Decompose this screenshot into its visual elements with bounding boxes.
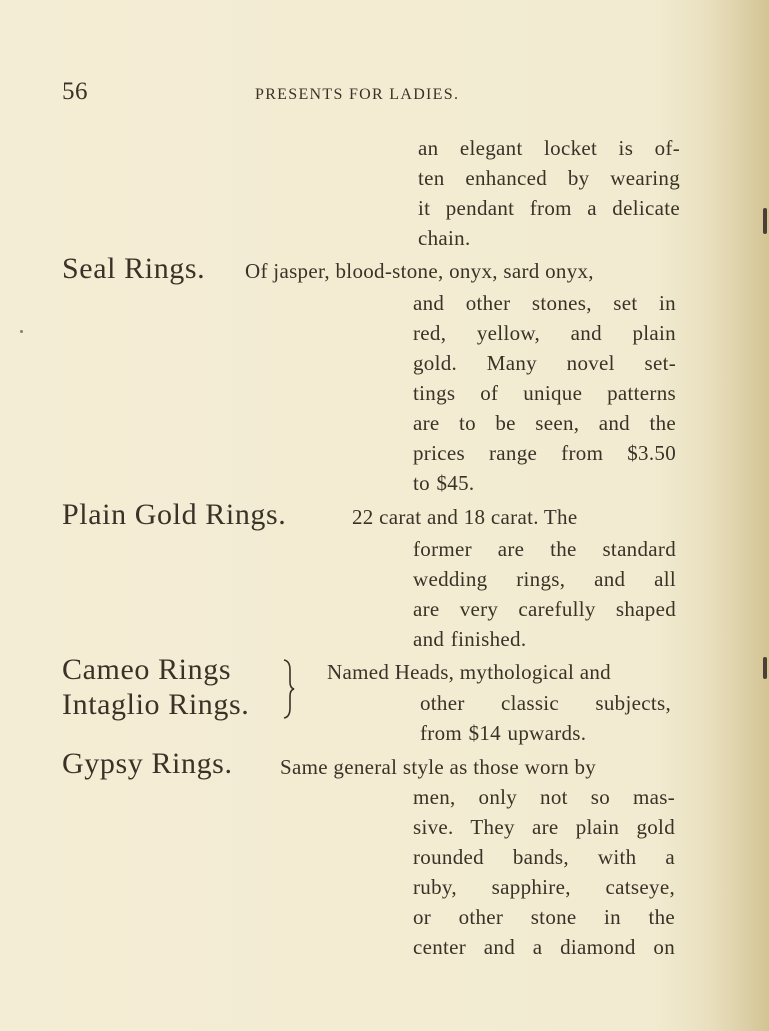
text-line: and other stones, set in: [413, 291, 676, 315]
running-title: PRESENTS FOR LADIES.: [255, 86, 460, 103]
text-line: prices range from $3.50: [413, 441, 676, 465]
text-line: sive. They are plain gold: [413, 815, 675, 839]
text-line: gold. Many novel set-: [413, 351, 676, 375]
entry-heading-cameo-rings: Cameo Rings: [62, 653, 232, 686]
text-line: to $45.: [413, 471, 475, 495]
binding-shadow: [763, 657, 767, 679]
text-line: chain.: [418, 226, 471, 250]
text-line: red, yellow, and plain: [413, 321, 676, 345]
entry-lead-seal-rings: Of jasper, blood-stone, onyx, sard onyx,: [245, 259, 594, 283]
continuation-text: [418, 133, 680, 253]
page-number: 56: [62, 78, 88, 105]
text-line: and finished.: [413, 627, 527, 651]
text-line: ruby, sapphire, catseye,: [413, 875, 675, 899]
entry-heading-seal-rings: Seal Rings.: [62, 252, 206, 285]
text-line: from $14 upwards.: [420, 721, 587, 745]
text-line: tings of unique patterns: [413, 381, 676, 405]
entry-body-cameo-rings: [420, 688, 671, 748]
entry-lead-plain-gold-rings: 22 carat and 18 carat. The: [352, 505, 578, 529]
text-line: it pendant from a delicate: [418, 196, 680, 220]
text-line: wedding rings, and all: [413, 567, 676, 591]
grouping-brace: [282, 658, 296, 720]
entry-body-plain-gold-rings: [413, 534, 676, 654]
entry-lead-gypsy-rings: Same general style as those worn by: [280, 755, 597, 779]
text-line: former are the standard: [413, 537, 676, 561]
entry-lead-cameo-rings: Named Heads, mythological and: [327, 660, 611, 684]
text-line: an elegant locket is of-: [418, 136, 680, 160]
text-line: men, only not so mas-: [413, 785, 675, 809]
entry-heading-intaglio-rings: Intaglio Rings.: [62, 688, 250, 721]
text-line: rounded bands, with a: [413, 845, 675, 869]
entry-heading-plain-gold-rings: Plain Gold Rings.: [62, 498, 287, 531]
binding-shadow: [763, 208, 767, 234]
text-line: or other stone in the: [413, 905, 675, 929]
text-line: center and a diamond on: [413, 935, 675, 959]
entry-body-seal-rings: [413, 288, 676, 498]
entry-body-gypsy-rings: [413, 782, 675, 962]
entry-heading-gypsy-rings: Gypsy Rings.: [62, 747, 233, 780]
text-line: other classic subjects,: [420, 691, 671, 715]
text-line: are very carefully shaped: [413, 597, 676, 621]
text-line: are to be seen, and the: [413, 411, 676, 435]
paper-speck: [20, 330, 23, 333]
text-line: ten enhanced by wearing: [418, 166, 680, 190]
